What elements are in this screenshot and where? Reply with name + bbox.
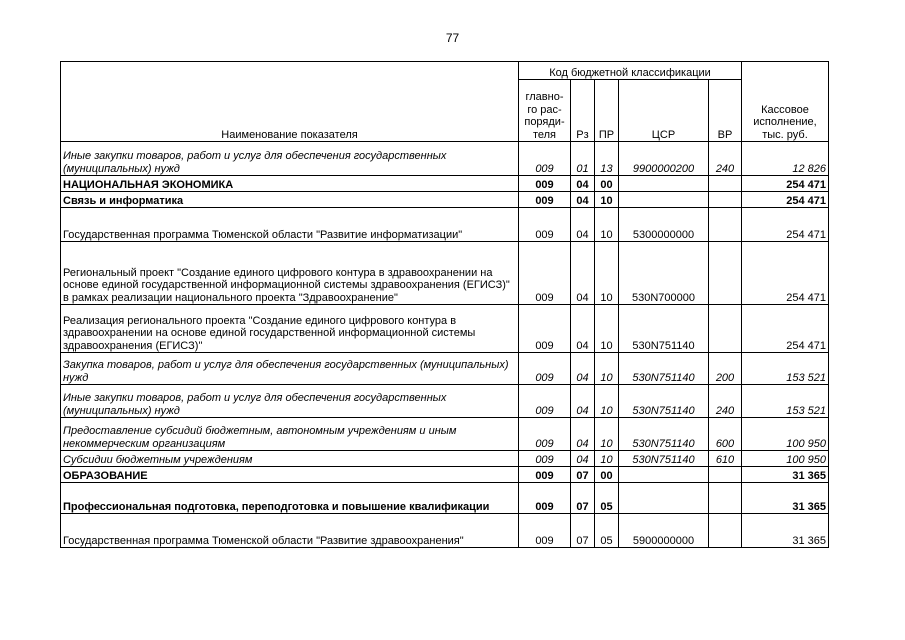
table-body xyxy=(61,142,829,548)
row-amount: 100 950 xyxy=(742,418,829,451)
table-row xyxy=(61,305,829,353)
row-csr-code xyxy=(619,467,709,483)
row-vr-code xyxy=(709,514,742,548)
row-pr-code: 00 xyxy=(595,176,619,192)
row-rz-code: 07 xyxy=(571,514,595,548)
row-vr-code: 600 xyxy=(709,418,742,451)
header-csr: ЦСР xyxy=(619,80,709,142)
row-vr-code: 240 xyxy=(709,142,742,176)
header-name: Наименование показателя xyxy=(61,62,519,142)
row-name: Государственная программа Тюменской области "Развитие здравоохранения" xyxy=(61,514,519,548)
row-rz-code: 07 xyxy=(571,467,595,483)
row-pr-code: 05 xyxy=(595,514,619,548)
row-name: ОБРАЗОВАНИЕ xyxy=(61,467,519,483)
row-rz-code: 04 xyxy=(571,192,595,208)
row-rz-code: 04 xyxy=(571,208,595,242)
row-amount: 254 471 xyxy=(742,176,829,192)
row-csr-code: 530N751140 xyxy=(619,451,709,467)
row-amount: 100 950 xyxy=(742,451,829,467)
row-manager-code: 009 xyxy=(519,176,571,192)
row-amount: 31 365 xyxy=(742,467,829,483)
row-rz-code: 04 xyxy=(571,418,595,451)
row-pr-code: 13 xyxy=(595,142,619,176)
row-name: Связь и информатика xyxy=(61,192,519,208)
row-manager-code: 009 xyxy=(519,385,571,418)
row-pr-code: 10 xyxy=(595,242,619,305)
table-row xyxy=(61,176,829,192)
row-pr-code: 10 xyxy=(595,385,619,418)
row-pr-code: 10 xyxy=(595,353,619,385)
row-rz-code: 04 xyxy=(571,385,595,418)
row-name: Профессиональная подготовка, переподготовка и повышение квалификации xyxy=(61,483,519,514)
row-vr-code: 610 xyxy=(709,451,742,467)
row-vr-code xyxy=(709,176,742,192)
row-manager-code: 009 xyxy=(519,142,571,176)
table-row xyxy=(61,418,829,451)
header-vr: ВР xyxy=(709,80,742,142)
row-csr-code: 5900000000 xyxy=(619,514,709,548)
row-amount: 31 365 xyxy=(742,483,829,514)
row-manager-code: 009 xyxy=(519,467,571,483)
row-amount: 254 471 xyxy=(742,208,829,242)
table-row xyxy=(61,242,829,305)
row-vr-code xyxy=(709,467,742,483)
header-pr: ПР xyxy=(595,80,619,142)
row-csr-code xyxy=(619,176,709,192)
row-pr-code: 10 xyxy=(595,451,619,467)
row-vr-code xyxy=(709,483,742,514)
row-name: НАЦИОНАЛЬНАЯ ЭКОНОМИКА xyxy=(61,176,519,192)
row-vr-code xyxy=(709,192,742,208)
row-rz-code: 04 xyxy=(571,353,595,385)
row-rz-code: 01 xyxy=(571,142,595,176)
table-row xyxy=(61,483,829,514)
header-amount: Кассовое исполнение, тыс. руб. xyxy=(742,62,829,142)
row-amount: 254 471 xyxy=(742,242,829,305)
row-amount: 153 521 xyxy=(742,353,829,385)
row-csr-code: 530N751140 xyxy=(619,418,709,451)
row-amount: 12 826 xyxy=(742,142,829,176)
row-vr-code xyxy=(709,208,742,242)
row-amount: 254 471 xyxy=(742,192,829,208)
row-pr-code: 05 xyxy=(595,483,619,514)
budget-execution-table xyxy=(60,61,829,548)
row-rz-code: 04 xyxy=(571,242,595,305)
table-row xyxy=(61,353,829,385)
row-amount: 31 365 xyxy=(742,514,829,548)
row-name: Закупка товаров, работ и услуг для обеспечения государственных (муниципальных) нужд xyxy=(61,353,519,385)
row-vr-code xyxy=(709,242,742,305)
row-pr-code: 00 xyxy=(595,467,619,483)
row-amount: 153 521 xyxy=(742,385,829,418)
row-manager-code: 009 xyxy=(519,208,571,242)
row-csr-code: 530N751140 xyxy=(619,305,709,353)
row-csr-code: 5300000000 xyxy=(619,208,709,242)
row-rz-code: 04 xyxy=(571,176,595,192)
row-manager-code: 009 xyxy=(519,514,571,548)
header-budget-code: Код бюджетной классификации xyxy=(519,62,742,80)
table-row xyxy=(61,514,829,548)
header-rz: Рз xyxy=(571,80,595,142)
row-rz-code: 04 xyxy=(571,305,595,353)
row-manager-code: 009 xyxy=(519,242,571,305)
row-vr-code: 200 xyxy=(709,353,742,385)
row-vr-code xyxy=(709,305,742,353)
row-csr-code: 530N700000 xyxy=(619,242,709,305)
row-pr-code: 10 xyxy=(595,418,619,451)
row-pr-code: 10 xyxy=(595,208,619,242)
header-manager: главно-го рас-поряди-теля xyxy=(519,80,571,142)
row-csr-code xyxy=(619,192,709,208)
row-csr-code: 530N751140 xyxy=(619,385,709,418)
row-csr-code: 9900000200 xyxy=(619,142,709,176)
row-manager-code: 009 xyxy=(519,483,571,514)
row-manager-code: 009 xyxy=(519,353,571,385)
row-amount: 254 471 xyxy=(742,305,829,353)
row-pr-code: 10 xyxy=(595,192,619,208)
row-rz-code: 07 xyxy=(571,483,595,514)
row-manager-code: 009 xyxy=(519,451,571,467)
row-manager-code: 009 xyxy=(519,418,571,451)
table-row xyxy=(61,467,829,483)
row-pr-code: 10 xyxy=(595,305,619,353)
table-row xyxy=(61,208,829,242)
row-manager-code: 009 xyxy=(519,305,571,353)
row-name: Реализация регионального проекта "Создание единого цифрового контура в здравоохранении на основе единой государственной информационной системы здравоохранения (ЕГИСЗ)" xyxy=(61,305,519,353)
row-rz-code: 04 xyxy=(571,451,595,467)
row-name: Иные закупки товаров, работ и услуг для обеспечения государственных (муниципальных) нужд xyxy=(61,142,519,176)
row-vr-code: 240 xyxy=(709,385,742,418)
row-csr-code xyxy=(619,483,709,514)
page-number: 77 xyxy=(445,31,460,45)
table-row xyxy=(61,192,829,208)
row-name: Субсидии бюджетным учреждениям xyxy=(61,451,519,467)
row-name: Государственная программа Тюменской области "Развитие информатизации" xyxy=(61,208,519,242)
row-name: Региональный проект "Создание единого цифрового контура в здравоохранении на основе единой государственной информационной системы здравоохранения (ЕГИСЗ)" в рамках реализации национального проекта "Здравоохранение" xyxy=(61,242,519,305)
row-name: Предоставление субсидий бюджетным, автономным учреждениям и иным некоммерческим организациям xyxy=(61,418,519,451)
row-name: Иные закупки товаров, работ и услуг для обеспечения государственных (муниципальных) нужд xyxy=(61,385,519,418)
table-row xyxy=(61,451,829,467)
table-row xyxy=(61,385,829,418)
row-manager-code: 009 xyxy=(519,192,571,208)
table-row xyxy=(61,142,829,176)
row-csr-code: 530N751140 xyxy=(619,353,709,385)
